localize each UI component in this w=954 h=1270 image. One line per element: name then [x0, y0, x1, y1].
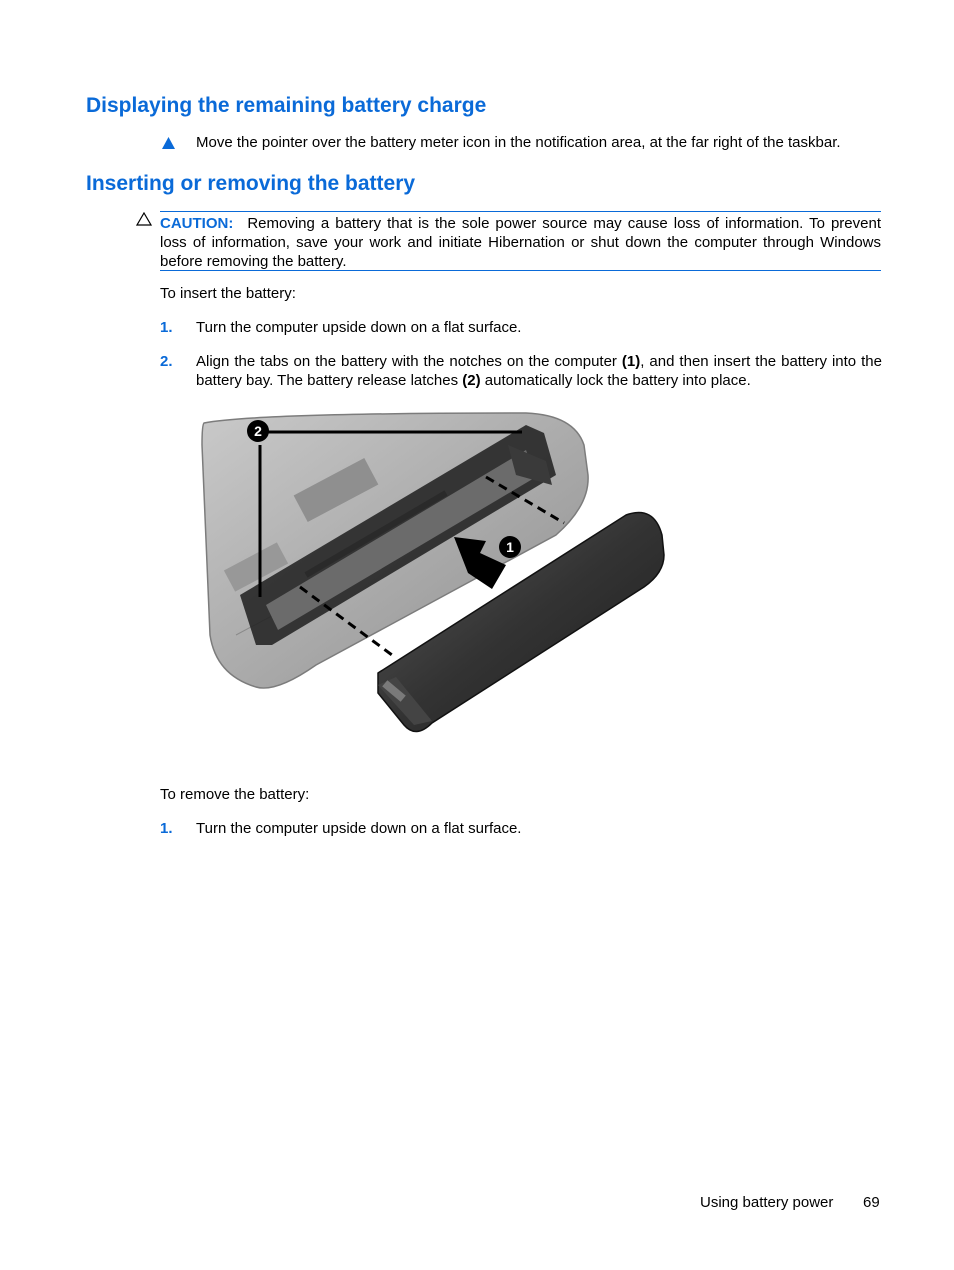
blue-triangle-bullet-icon	[162, 137, 175, 149]
section-title-battery-charge: Displaying the remaining battery charge	[86, 94, 487, 117]
insert-step-text	[196, 352, 882, 390]
battery-charge-instruction: Move the pointer over the battery meter icon in the notification area, at the far right of the taskbar.	[196, 134, 841, 151]
callout-ref-1: (1)	[621, 353, 641, 370]
section-title-insert-remove: Inserting or removing the battery	[86, 172, 416, 195]
callout-ref-2: (2)	[462, 372, 481, 389]
remove-intro: To remove the battery:	[160, 786, 310, 803]
caution-label: CAUTION:	[160, 215, 234, 232]
step-text-part: Align the tabs on the battery with the notches on the computer	[196, 353, 622, 370]
remove-step-text: Turn the computer upside down on a flat surface.	[196, 820, 522, 837]
step-text-part: automatically lock the battery into place.	[480, 372, 751, 389]
callout-2-label: 2	[254, 423, 262, 439]
caution-triangle-icon	[136, 212, 152, 226]
caution-paragraph	[160, 214, 881, 271]
insert-step-number: 2.	[160, 353, 173, 370]
insert-step-number: 1.	[160, 319, 173, 336]
battery-insertion-illustration	[196, 405, 666, 745]
footer-page-number: 69	[863, 1194, 880, 1211]
footer-section-name: Using battery power	[700, 1194, 834, 1211]
insert-intro: To insert the battery:	[160, 285, 296, 302]
step-text-part: , and then insert the battery into the battery bay. The battery release latches	[196, 353, 882, 389]
insert-step-text: Turn the computer upside down on a flat surface.	[196, 319, 522, 336]
caution-box	[160, 211, 881, 271]
callout-1-label: 1	[506, 539, 514, 555]
caution-text: Removing a battery that is the sole power source may cause loss of information. To prevent loss of information, save your work and initiate Hibernation or shut down the computer through Windows before removing the battery.	[160, 215, 881, 270]
remove-step-number: 1.	[160, 820, 173, 837]
